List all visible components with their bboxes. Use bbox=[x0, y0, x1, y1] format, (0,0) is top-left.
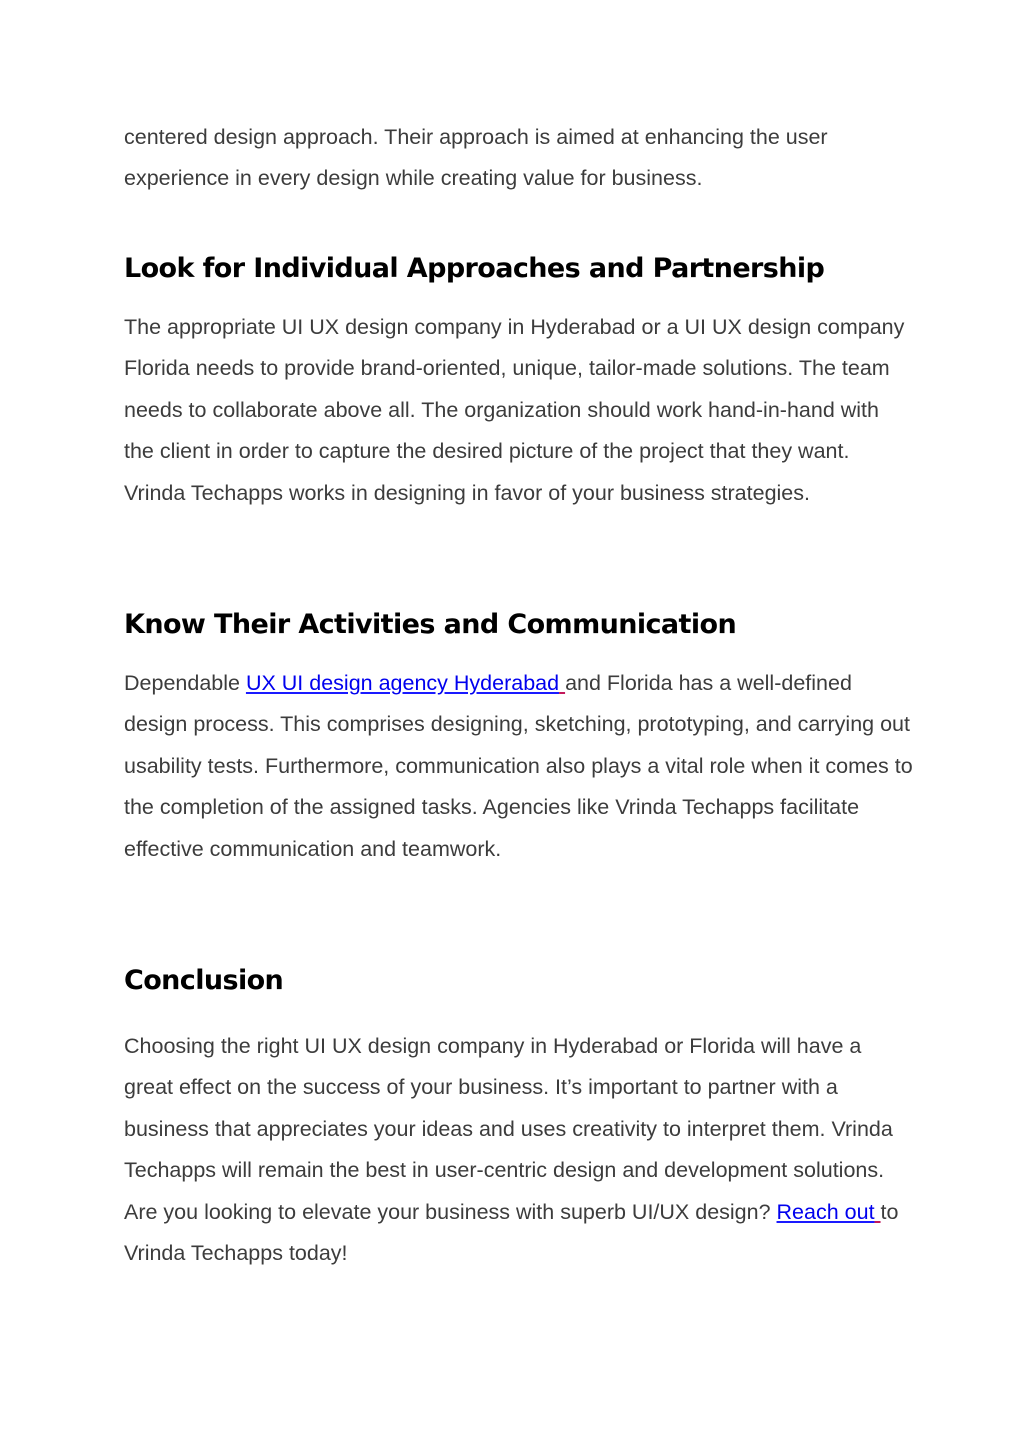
activities-text-after-link: and Florida has a well-defined design process. This comprises designing, sketching, prototyping, and carrying out usability tests. Furthermore, communication also plays a vital role when it comes to the completion of the assigned tasks. Agencies like Vrinda Techapps facilitate effective communication and teamwork. bbox=[124, 671, 913, 861]
conclusion-text-before-link: Choosing the right UI UX design company in Hyderabad or Florida will have a great effect on the success of your business. It’s important to partner with a business that appreciates your ideas and uses creativity to interpret them. Vrinda Techapps will remain the best in user-centric design and development solutions. Are you looking to elevate your business with superb UI/UX design? bbox=[124, 1034, 893, 1224]
approaches-paragraph: The appropriate UI UX design company in Hyderabad or a UI UX design company Florida needs to provide brand-oriented, unique, tailor-made solutions. The team needs to collaborate above all. The organization should work hand-in-hand with the client in order to capture the desired picture of the project that they want. Vrinda Techapps works in designing in favor of your business strategies. bbox=[124, 315, 905, 505]
conclusion-text-after-link: to Vrinda Techapps today! bbox=[124, 1199, 899, 1266]
conclusion-paragraph bbox=[124, 1026, 914, 1274]
reach-out-link[interactable]: Reach out bbox=[776, 1199, 875, 1224]
section-heading-activities: Know Their Activities and Communication bbox=[124, 609, 737, 640]
intro-paragraph: centered design approach. Their approach is aimed at enhancing the user experience in every design while creating value for business. bbox=[124, 125, 828, 191]
ux-ui-agency-link[interactable]: UX UI design agency Hyderabad bbox=[245, 671, 560, 695]
activities-paragraph bbox=[124, 663, 914, 870]
activities-text-before-link: Dependable bbox=[124, 671, 246, 695]
section-heading-approaches: Look for Individual Approaches and Partnership bbox=[124, 253, 825, 284]
section-heading-conclusion: Conclusion bbox=[124, 965, 284, 996]
